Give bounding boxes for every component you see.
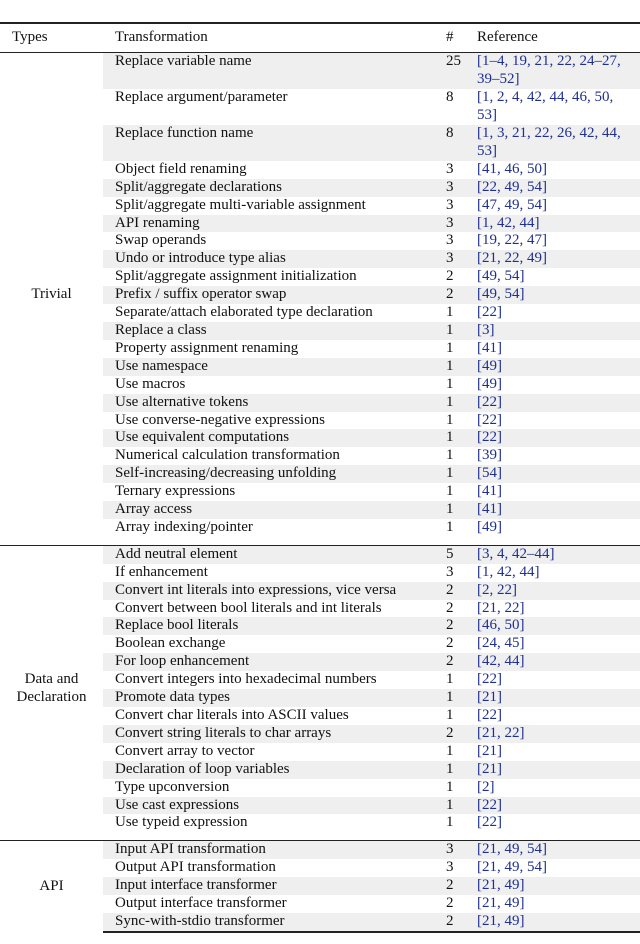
reference-citations[interactable]: [49]: [477, 358, 640, 376]
reference-citations[interactable]: [54]: [477, 465, 640, 483]
transformation-name: For loop enhancement: [103, 653, 437, 671]
count: 3: [437, 215, 477, 233]
count: 2: [437, 653, 477, 671]
transformation-name: Swap operands: [115, 232, 207, 249]
transformation-name: Convert array to vector: [115, 742, 255, 759]
transformation-name: Undo or introduce type alias: [103, 250, 437, 268]
reference-citations[interactable]: [21, 49, 54]: [477, 859, 547, 876]
reference-citations[interactable]: [21, 49]: [477, 877, 640, 895]
reference-citations[interactable]: [41]: [477, 339, 502, 356]
reference-citations[interactable]: [21]: [477, 689, 640, 707]
count: 1: [437, 761, 477, 779]
transformation-name: Sync-with-stdio transformer: [103, 913, 437, 932]
reference-citations[interactable]: [49]: [477, 518, 502, 535]
transformation-name: Split/aggregate declarations: [103, 179, 437, 197]
reference-citations[interactable]: [39]: [477, 447, 502, 464]
transformation-name: Convert integers into hexadecimal numbers: [115, 671, 377, 688]
transformation-name: Use cast expressions: [103, 797, 437, 815]
transformation-name: Output interface transformer: [115, 895, 287, 912]
transformation-name: Use macros: [115, 375, 186, 392]
table-row: [0, 841, 640, 859]
reference-citations[interactable]: [22]: [477, 411, 502, 428]
count: 1: [446, 518, 454, 535]
count: 2: [446, 895, 454, 912]
transformation-name: Promote data types: [103, 689, 437, 707]
count: 3: [437, 250, 477, 268]
count: 1: [446, 671, 454, 688]
reference-citations[interactable]: [47, 49, 54]: [477, 196, 547, 213]
transformation-name: Add neutral element: [103, 545, 437, 563]
count: 5: [437, 545, 477, 563]
count: 25: [437, 53, 477, 89]
count: 2: [446, 599, 454, 616]
count: 1: [437, 429, 477, 447]
reference-citations[interactable]: [49]: [477, 375, 502, 392]
transformation-name: Array access: [103, 501, 437, 519]
count: 2: [446, 635, 454, 652]
transformation-name: Use equivalent computations: [103, 429, 437, 447]
section-spacer: [0, 537, 640, 546]
count: 3: [446, 196, 454, 213]
transformation-name: Prefix / suffix operator swap: [103, 286, 437, 304]
reference-citations[interactable]: [49, 54]: [477, 268, 525, 285]
transformation-name: Replace function name: [103, 125, 437, 161]
spacer: [0, 832, 640, 841]
reference-citations[interactable]: [21]: [477, 761, 640, 779]
transformation-name: API renaming: [103, 215, 437, 233]
transformation-name: Input API transformation: [103, 841, 437, 859]
count: 3: [437, 179, 477, 197]
reference-citations[interactable]: [1, 42, 44]: [477, 563, 540, 580]
reference-citations[interactable]: [3, 4, 42–44]: [477, 545, 640, 563]
count: 1: [446, 707, 454, 723]
count: 1: [446, 375, 454, 392]
transformation-name: Object field renaming: [115, 160, 247, 177]
type-label: API: [0, 841, 103, 932]
transformation-name: Use typeid expression: [115, 814, 248, 831]
type-label: Data and Declaration: [0, 545, 103, 832]
reference-citations[interactable]: [22]: [477, 304, 502, 321]
spacer: [0, 537, 640, 546]
count: 3: [437, 841, 477, 859]
table-body: [0, 53, 640, 932]
count: 1: [437, 322, 477, 340]
reference-citations[interactable]: [1–4, 19, 21, 22, 24–27, 39–52]: [477, 53, 640, 89]
count: 1: [446, 778, 454, 795]
type-label: Trivial: [31, 285, 72, 302]
transformation-name: Replace argument/parameter: [115, 88, 288, 105]
table-header: [0, 23, 640, 53]
transformation-name: Convert between bool literals and int literals: [115, 599, 382, 616]
transformation-name: If enhancement: [115, 563, 208, 580]
transformation-name: Split/aggregate assignment initialization: [115, 268, 357, 285]
header-transformation: Transformation: [103, 23, 437, 53]
count: 1: [437, 689, 477, 707]
count: 8: [446, 88, 454, 105]
count: 3: [446, 160, 454, 177]
reference-citations[interactable]: [21, 22, 49]: [477, 250, 640, 268]
transformation-name: Replace bool literals: [103, 617, 437, 635]
transformation-name: Array indexing/pointer: [115, 518, 253, 535]
count: 1: [446, 339, 454, 356]
count: 1: [437, 501, 477, 519]
table-row: [0, 545, 640, 563]
count: 1: [446, 411, 454, 428]
reference-citations[interactable]: [21, 22]: [477, 599, 525, 616]
transformation-name: Property assignment renaming: [115, 339, 299, 356]
reference-citations[interactable]: [22]: [477, 814, 502, 831]
transformation-name: Convert int literals into expressions, vice versa: [103, 582, 437, 600]
reference-citations[interactable]: [22]: [477, 429, 640, 447]
transformation-name: Numerical calculation transformation: [115, 447, 340, 464]
transformation-name: Self-increasing/decreasing unfolding: [103, 465, 437, 483]
reference-citations[interactable]: [22]: [477, 671, 502, 688]
header-count: #: [437, 23, 477, 53]
reference-citations[interactable]: [46, 50]: [477, 617, 640, 635]
count: 3: [446, 859, 454, 876]
reference-citations[interactable]: [19, 22, 47]: [477, 232, 547, 249]
transformation-name: Separate/attach elaborated type declaration: [115, 304, 373, 321]
header-reference: Reference: [477, 23, 640, 53]
reference-citations[interactable]: [21, 49, 54]: [477, 841, 640, 859]
transformation-name: Ternary expressions: [115, 483, 236, 500]
reference-citations[interactable]: [41, 46, 50]: [477, 160, 547, 177]
count: 2: [437, 877, 477, 895]
count: 2: [437, 286, 477, 304]
count: 8: [437, 125, 477, 161]
transformation-name: Split/aggregate multi-variable assignment: [115, 196, 366, 213]
transformation-name: Input interface transformer: [103, 877, 437, 895]
reference-citations[interactable]: [24, 45]: [477, 635, 525, 652]
reference-citations[interactable]: [41]: [477, 501, 640, 519]
transformation-table: [0, 22, 640, 933]
reference-citations[interactable]: [1, 3, 21, 22, 26, 42, 44, 53]: [477, 125, 640, 161]
table-row: [0, 53, 640, 89]
reference-citations[interactable]: [22]: [477, 394, 640, 412]
count: 3: [446, 563, 454, 580]
transformation-name: Output API transformation: [115, 859, 276, 876]
transformation-name: Use converse-negative expressions: [115, 411, 325, 428]
count: 1: [437, 797, 477, 815]
count: 2: [437, 913, 477, 932]
reference-citations[interactable]: [3]: [477, 322, 640, 340]
count: 2: [437, 582, 477, 600]
reference-citations[interactable]: [21, 49]: [477, 895, 525, 912]
reference-citations[interactable]: [21]: [477, 742, 502, 759]
transformation-name: Use namespace: [103, 358, 437, 376]
reference-citations[interactable]: [1, 2, 4, 42, 44, 46, 50, 53]: [477, 88, 614, 123]
transformation-name: Replace variable name: [103, 53, 437, 89]
reference-citations[interactable]: [1, 42, 44]: [477, 215, 640, 233]
transformation-name: Replace a class: [103, 322, 437, 340]
reference-citations[interactable]: [2, 22]: [477, 582, 640, 600]
reference-citations[interactable]: [2]: [477, 778, 495, 795]
transformation-name: Convert string literals to char arrays: [103, 725, 437, 743]
count: 1: [446, 742, 454, 759]
count: 1: [437, 394, 477, 412]
reference-citations[interactable]: [41]: [477, 483, 502, 500]
reference-citations[interactable]: [22]: [477, 707, 502, 723]
header-types: Types: [0, 23, 103, 53]
transformation-name: Type upconversion: [115, 778, 230, 795]
reference-citations[interactable]: [42, 44]: [477, 653, 640, 671]
transformation-name: Convert char literals into ASCII values: [115, 707, 349, 723]
transformation-name: Boolean exchange: [115, 635, 226, 652]
reference-citations[interactable]: [22, 49, 54]: [477, 179, 640, 197]
count: 1: [446, 447, 454, 464]
count: 2: [437, 725, 477, 743]
count: 1: [437, 358, 477, 376]
reference-citations[interactable]: [49, 54]: [477, 286, 640, 304]
count: 3: [446, 232, 454, 249]
count: 2: [446, 268, 454, 285]
count: 1: [437, 465, 477, 483]
count: 1: [446, 814, 454, 831]
reference-citations[interactable]: [22]: [477, 797, 640, 815]
transformation-name: Declaration of loop variables: [103, 761, 437, 779]
count: 1: [446, 483, 454, 500]
reference-citations[interactable]: [21, 22]: [477, 725, 640, 743]
section-spacer: [0, 832, 640, 841]
transformation-name: Use alternative tokens: [103, 394, 437, 412]
count: 1: [446, 304, 454, 321]
count: 2: [437, 617, 477, 635]
reference-citations[interactable]: [21, 49]: [477, 913, 640, 932]
